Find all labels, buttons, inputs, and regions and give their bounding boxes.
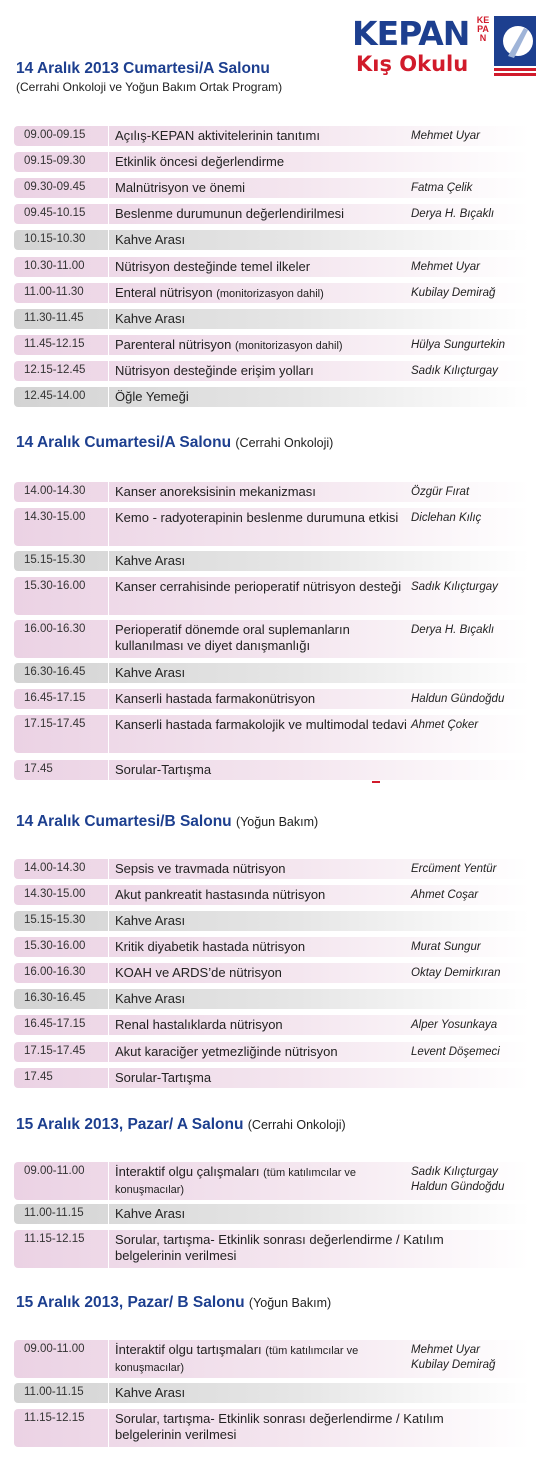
session-topic-text: İnteraktif olgu çalışmaları [115,1164,260,1179]
session-topic-text: Kahve Arası [115,913,186,928]
section-subtitle: (Cerrahi Onkoloji) [235,436,334,450]
session-speaker: Mehmet Uyar [411,261,481,273]
session-time: 09.00-11.00 [24,1165,85,1177]
session-topic [115,285,407,302]
session-topic [115,691,407,707]
session-time: 11.00-11.15 [24,1207,84,1219]
session-row [14,859,530,879]
session-speaker: Ahmet Coşar [411,889,479,901]
session-time: 12.15-12.45 [24,364,86,376]
session-row [14,1042,530,1062]
section-title-text: 15 Aralık 2013, Pazar/ B Salonu [16,1294,245,1311]
session-topic [115,259,407,275]
session-topic [115,1411,475,1443]
session-topic [115,762,475,778]
session-topic-text: Kahve Arası [115,311,186,326]
session-row [14,361,530,381]
session-topic [115,1017,407,1033]
kepan-emblem-icon [494,16,536,80]
session-topic [115,1232,475,1264]
session-row [14,620,530,658]
break-row [14,387,530,407]
row-divider [108,482,109,502]
section-title [16,813,318,831]
session-topic-text: Kahve Arası [115,1385,186,1400]
session-row [14,1015,530,1035]
row-divider [108,283,109,303]
session-row [14,715,530,753]
session-topic-text: Kemo - radyoterapinin beslenme durumuna etkisi [115,510,399,525]
session-topic [115,337,407,354]
section-title [16,60,270,78]
session-time: 17.45 [24,763,53,775]
session-topic-note: (monitorizasyon dahil) [216,288,324,300]
session-topic [115,1206,475,1222]
session-time: 11.45-12.15 [24,338,85,350]
red-mark [372,781,380,783]
session-time: 17.15-17.45 [24,1045,86,1057]
session-topic [115,484,407,500]
section-subtitle: (Yoğun Bakım) [248,1296,332,1310]
session-time: 12.45-14.00 [24,390,86,402]
session-topic-note: (tüm katılımcılar ve konuşmacılar) [115,1167,357,1196]
session-time: 16.45-17.15 [24,692,86,704]
session-topic-text: Enteral nütrisyon [115,285,213,300]
row-divider [108,361,109,381]
session-speaker: Fatma Çelik [411,182,473,194]
row-divider [108,859,109,879]
row-divider [108,178,109,198]
session-topic [115,622,407,654]
session-topic [115,232,475,248]
section-title-text: 14 Aralık 2013 Cumartesi/A Salonu [16,60,270,77]
row-divider [108,1042,109,1062]
session-topic-text: Kahve Arası [115,1206,186,1221]
row-divider [108,508,109,546]
session-time: 16.00-16.30 [24,623,86,635]
session-row [14,885,530,905]
row-divider [108,1409,109,1447]
logo-subtitle: Kış Okulu [356,52,469,76]
row-divider [108,387,109,407]
row-divider [108,551,109,571]
session-topic-text: KOAH ve ARDS’de nütrisyon [115,965,282,980]
session-row [14,204,530,224]
session-topic [115,717,407,733]
session-topic-text: Parenteral nütrisyon [115,337,232,352]
session-row [14,482,530,502]
session-row [14,689,530,709]
session-time: 15.15-15.30 [24,914,86,926]
session-speaker: Derya H. Bıçaklı [411,624,495,636]
row-divider [108,204,109,224]
session-time: 16.30-16.45 [24,666,86,678]
logo-vertical-text: KEPAN [476,15,490,43]
section-subline: (Cerrahi Onkoloji ve Yoğun Bakım Ortak Program) [16,80,283,94]
session-time: 09.00-11.00 [24,1343,85,1355]
session-topic-text: Açılış-KEPAN aktivitelerinin tanıtımı [115,128,320,143]
row-divider [108,1383,109,1403]
session-speaker: Mehmet Uyar [411,130,481,142]
session-row [14,937,530,957]
session-time: 11.15-12.15 [24,1412,85,1424]
row-divider [108,309,109,329]
session-topic-text: Sorular-Tartışma [115,1070,212,1085]
session-topic [115,553,475,569]
row-divider [108,1340,109,1378]
row-divider [108,937,109,957]
row-divider [108,1162,109,1200]
session-time: 11.00-11.15 [24,1386,84,1398]
section-title [16,434,333,452]
session-time: 09.00-09.15 [24,129,86,141]
session-topic-text: Sorular, tartışma- Etkinlik sonrası değerlendirme / Katılım belgelerinin verilmesi [115,1232,444,1263]
session-row [14,1162,530,1200]
session-row [14,126,530,146]
session-topic-note: (tüm katılımcılar ve konuşmacılar) [115,1345,359,1374]
session-topic [115,1385,475,1401]
session-topic-text: Kahve Arası [115,553,186,568]
session-speaker: Özgür Fırat [411,486,470,498]
session-topic [115,1342,407,1376]
session-topic [115,579,407,595]
break-row [14,989,530,1009]
row-divider [108,152,109,172]
session-topic-text: Kritik diyabetik hastada nütrisyon [115,939,306,954]
session-time: 11.15-12.15 [24,1233,85,1245]
session-speaker: Sadık Kılıçturgay [411,365,498,377]
row-divider [108,126,109,146]
session-row [14,1068,530,1088]
session-time: 14.00-14.30 [24,862,86,874]
session-row [14,1340,530,1378]
session-time: 10.15-10.30 [24,233,86,245]
row-divider [108,911,109,931]
row-divider [108,885,109,905]
session-topic-text: Kanser cerrahisinde perioperatif nütrisyon desteği [115,579,402,594]
session-time: 16.00-16.30 [24,966,86,978]
session-row [14,178,530,198]
session-speaker: Derya H. Bıçaklı [411,208,495,220]
session-topic-text: Kahve Arası [115,665,186,680]
row-divider [108,230,109,250]
session-speaker: Hülya Sungurtekin [411,339,505,351]
session-row [14,1230,530,1268]
session-time: 10.30-11.00 [24,260,85,272]
session-topic [115,1164,407,1198]
session-topic-note: (monitorizasyon dahil) [234,340,343,352]
section-title [16,1116,346,1134]
break-row [14,1204,530,1224]
session-time: 14.30-15.00 [24,511,86,523]
session-speaker: Levent Döşemeci [411,1046,500,1058]
row-divider [108,1068,109,1088]
session-speaker: Sadık Kılıçturgay Haldun Gündoğdu [411,1166,505,1193]
session-topic-text: İnteraktif olgu tartışmaları [115,1342,262,1357]
session-topic [115,991,475,1007]
row-divider [108,760,109,780]
session-topic-text: Kahve Arası [115,232,186,247]
session-topic-text: Beslenme durumunun değerlendirilmesi [115,206,345,221]
session-topic [115,128,407,144]
session-topic-text: Öğle Yemeği [115,389,189,404]
session-topic [115,965,407,981]
session-topic [115,939,407,955]
row-divider [108,1015,109,1035]
session-speaker: Ahmet Çoker [411,719,479,731]
row-divider [108,715,109,753]
break-row [14,309,530,329]
break-row [14,911,530,931]
session-topic-text: Renal hastalıklarda nütrisyon [115,1017,283,1032]
session-speaker: Murat Sungur [411,941,481,953]
session-topic [115,363,407,379]
session-topic-text: Nütrisyon desteğinde temel ilkeler [115,259,311,274]
row-divider [108,1230,109,1268]
session-topic [115,861,407,877]
session-topic [115,913,475,929]
session-topic [115,510,407,526]
session-time: 11.00-11.30 [24,286,84,298]
session-row [14,577,530,615]
row-divider [108,335,109,355]
section-title-text: 14 Aralık Cumartesi/B Salonu [16,813,232,830]
break-row [14,551,530,571]
session-topic [115,311,475,327]
session-topic-text: Kanser anoreksisinin mekanizması [115,484,316,499]
session-speaker: Diclehan Kılıç [411,512,482,524]
session-row [14,152,530,172]
session-speaker: Mehmet Uyar Kubilay Demirağ [411,1344,496,1371]
row-divider [108,1204,109,1224]
session-time: 16.30-16.45 [24,992,86,1004]
session-time: 14.30-15.00 [24,888,86,900]
break-row [14,230,530,250]
row-divider [108,257,109,277]
session-time: 09.30-09.45 [24,181,86,193]
session-speaker: Alper Yosunkaya [411,1019,498,1031]
session-topic [115,1044,407,1060]
session-time: 15.15-15.30 [24,554,86,566]
section-subtitle: (Cerrahi Onkoloji) [247,1118,346,1132]
session-speaker: Sadık Kılıçturgay [411,581,498,593]
session-topic-text: Akut pankreatit hastasında nütrisyon [115,887,326,902]
session-topic-text: Malnütrisyon ve önemi [115,180,246,195]
session-time: 17.15-17.45 [24,718,86,730]
break-row [14,663,530,683]
session-time: 09.15-09.30 [24,155,86,167]
session-topic [115,180,407,196]
session-topic [115,887,407,903]
session-speaker: Ercüment Yentür [411,863,497,875]
session-topic-text: Sorular, tartışma- Etkinlik sonrası değerlendirme / Katılım belgelerinin verilmesi [115,1411,444,1442]
logo-title: KEPAN [352,14,470,53]
section-title-text: 14 Aralık Cumartesi/A Salonu [16,434,232,451]
session-speaker: Kubilay Demirağ [411,287,496,299]
session-row [14,257,530,277]
session-topic-text: Kanserli hastada farmakonütrisyon [115,691,316,706]
session-topic-text: Kanserli hastada farmakolojik ve multimodal tedavi [115,717,407,732]
session-topic-text: Sepsis ve travmada nütrisyon [115,861,286,876]
section-title [16,1294,331,1312]
session-topic-text: Nütrisyon desteğinde erişim yolları [115,363,314,378]
session-topic-text: Sorular-Tartışma [115,762,212,777]
row-divider [108,989,109,1009]
row-divider [108,963,109,983]
session-topic-text: Perioperatif dönemde oral suplemanların kullanılması ve diyet danışmanlığı [115,622,350,653]
session-topic [115,389,475,405]
session-topic [115,206,407,222]
session-topic [115,154,475,170]
row-divider [108,663,109,683]
session-topic-text: Kahve Arası [115,991,186,1006]
session-row [14,963,530,983]
session-time: 09.45-10.15 [24,207,86,219]
row-divider [108,689,109,709]
session-row [14,760,530,780]
session-time: 15.30-16.00 [24,940,86,952]
row-divider [108,577,109,615]
session-row [14,508,530,546]
section-subtitle: (Yoğun Bakım) [235,815,319,829]
session-row [14,1409,530,1447]
session-time: 16.45-17.15 [24,1018,86,1030]
session-speaker: Oktay Demirkıran [411,967,501,979]
session-topic [115,665,475,681]
break-row [14,1383,530,1403]
row-divider [108,620,109,658]
section-title-text: 15 Aralık 2013, Pazar/ A Salonu [16,1116,244,1133]
session-topic [115,1070,475,1086]
session-topic-text: Etkinlik öncesi değerlendirme [115,154,285,169]
session-row [14,335,530,355]
session-speaker: Haldun Gündoğdu [411,693,505,705]
kepan-logo [352,14,538,84]
session-time: 15.30-16.00 [24,580,86,592]
session-time: 11.30-11.45 [24,312,84,324]
session-time: 17.45 [24,1071,53,1083]
session-row [14,283,530,303]
session-time: 14.00-14.30 [24,485,86,497]
session-topic-text: Akut karaciğer yetmezliğinde nütrisyon [115,1044,338,1059]
